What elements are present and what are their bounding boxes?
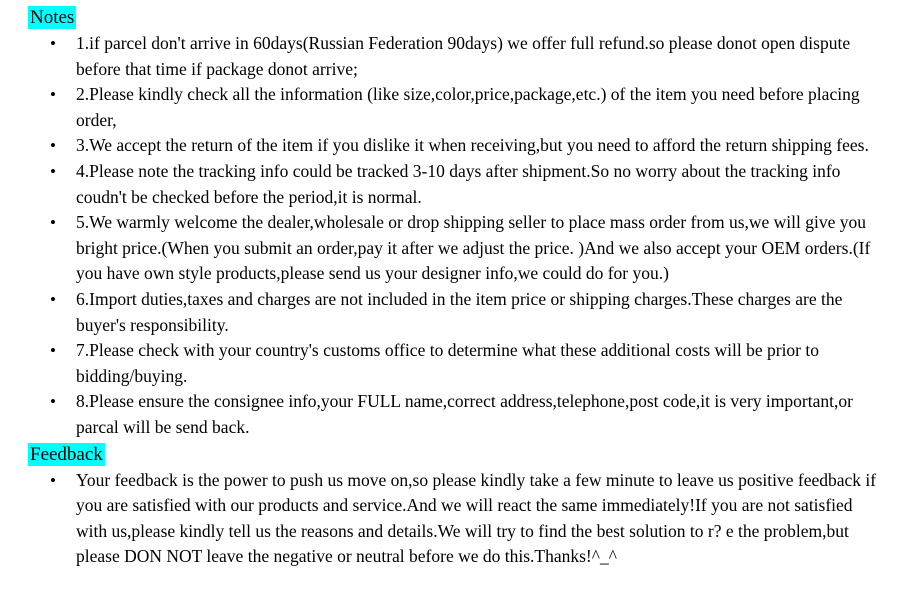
notes-section: [18, 6, 883, 441]
note-text: • 8.Please ensure the consignee info,your FULL name,correct address,telephone,post code,it is very important,or parcal will be send back.: [76, 391, 853, 437]
note-text: • 7.Please check with your country's customs office to determine what these additional costs will be prior to bidding/buying.: [76, 340, 819, 386]
note-text: • 5.We warmly welcome the dealer,wholesale or drop shipping seller to place mass order from us,we will give you bright price.(When you submit an order,pay it after we adjust the price. )And we also accept your OEM orders.(If you have own style products,please send us your designer info,we could do for you.): [76, 212, 871, 284]
list-item: [18, 31, 883, 82]
note-text: • 1.if parcel don't arrive in 60days(Russian Federation 90days) we offer full refund.so please donot open dispute before that time if package donot arrive;: [76, 33, 851, 79]
feedback-list: [18, 468, 883, 570]
list-item: [18, 82, 883, 133]
list-item: [18, 389, 883, 440]
note-text: • 6.Import duties,taxes and charges are not included in the item price or shipping charges.These charges are the buyer's responsibility.: [76, 288, 843, 335]
note-text: • 4.Please note the tracking info could be tracked 3-10 days after shipment.So no worry about the tracking info coudn't be checked before the period,it is normal.: [76, 160, 841, 207]
list-item: [18, 210, 883, 287]
list-item: [18, 338, 883, 389]
list-item: [18, 287, 883, 338]
notes-heading: Notes: [30, 7, 75, 28]
feedback-text: • Your feedback is the power to push us move on,so please kindly take a few minute to leave us positive feedback if you are satisfied with our products and service.And we will react the same immediately!If you are not satisfied with us,please kindly tell us the reasons and details.We will try to find the best solution to r? e the problem,but please DON NOT leave the negative or neutral before we do this.Thanks!^_^: [76, 469, 877, 567]
feedback-section: [18, 443, 883, 570]
list-item: [18, 133, 883, 159]
notes-list: [18, 31, 883, 441]
note-text: • 2.Please kindly check all the information (like size,color,price,package,etc.) of the item you need before placing order,: [76, 84, 860, 130]
list-item: [18, 468, 883, 570]
list-item: [18, 159, 883, 210]
note-text: • 3.We accept the return of the item if you dislike it when receiving,but you need to afford the return shipping fees.: [76, 135, 869, 156]
feedback-heading: Feedback: [30, 443, 103, 465]
